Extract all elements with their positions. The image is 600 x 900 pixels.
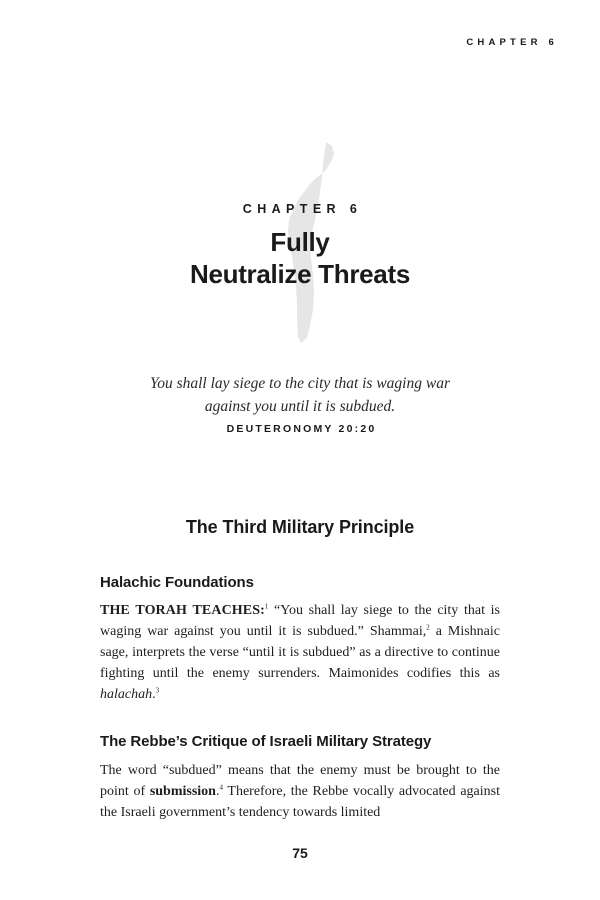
subsection-heading-halachic: Halachic Foundations <box>100 574 254 591</box>
subsection-heading-critique: The Rebbe’s Critique of Israeli Military Strategy <box>100 733 432 750</box>
epigraph-quote <box>0 372 600 418</box>
epigraph-line-2: against you until it is subdued. <box>204 398 396 415</box>
paragraph-text: Therefore, the Rebbe vocally advocated against the Israeli government’s tendency towards limited <box>100 784 500 820</box>
paragraph-text: “You shall lay siege to the city that is waging war against you until it is subdued.” Shammai, <box>100 603 500 639</box>
footnote-marker[interactable]: 4 <box>219 783 223 792</box>
body-paragraph-critique <box>100 760 500 823</box>
bold-term: submission <box>149 784 216 799</box>
epigraph-line-1: You shall lay siege to the city that is waging war <box>150 375 450 392</box>
footnote-marker[interactable]: 3 <box>155 686 160 695</box>
chapter-title-line-1: Fully <box>270 227 330 257</box>
chapter-title <box>0 226 600 290</box>
footnote-marker[interactable]: 1 <box>264 602 269 611</box>
paragraph-text: . <box>152 687 156 702</box>
body-paragraph-halachic <box>100 600 500 705</box>
epigraph-source: DEUTERONOMY 20:20 <box>226 423 377 435</box>
paragraph-text: a Mishnaic sage, interprets the verse “until it is subdued” as a directive to continue fighting until the enemy surrenders. Maimonides codifies this as <box>100 624 500 681</box>
lead-in-text: THE TORAH TEACHES: <box>100 603 265 618</box>
page-number: 75 <box>292 845 308 861</box>
italic-term: halachah <box>100 687 153 702</box>
paragraph-text: . <box>215 784 220 799</box>
running-head: CHAPTER 6 <box>466 37 558 48</box>
paragraph-text: The word “subdued” means that the enemy must be brought to the point of <box>100 763 500 799</box>
section-heading: The Third Military Principle <box>185 517 415 537</box>
footnote-marker[interactable]: 2 <box>426 623 430 632</box>
chapter-label: CHAPTER 6 <box>242 202 363 216</box>
chapter-title-line-2: Neutralize Threats <box>189 259 410 289</box>
